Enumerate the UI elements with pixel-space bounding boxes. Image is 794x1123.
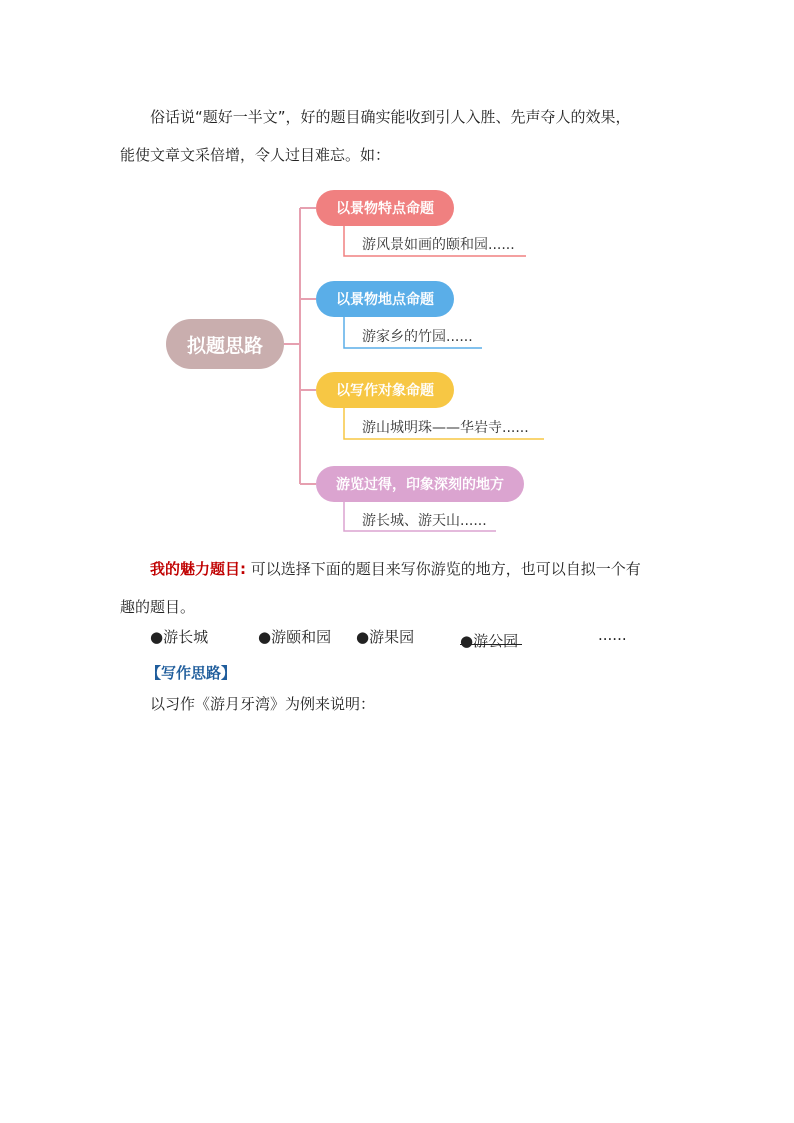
mind-map xyxy=(160,186,560,536)
charm-text-2: 趣的题目。 xyxy=(120,598,196,616)
topic-list xyxy=(150,622,650,652)
leaf-impression-example: 游长城、游天山...... xyxy=(362,513,487,529)
leaf-object-example: 游山城明珠——华岩寺...... xyxy=(362,420,529,436)
intro-line-2: 能使文章文采倍增，令人过目难忘。如： xyxy=(120,146,391,164)
branch-impression: 游览过得，印象深刻的地方 xyxy=(316,466,524,502)
topic-item: ●游果园 xyxy=(356,628,415,646)
intro-line-1: 俗话说“题好一半文”，好的题目确实能收到引人入胜、先声夺人的效果， xyxy=(150,108,631,126)
mind-map-root: 拟题思路 xyxy=(166,319,284,369)
charm-paragraph xyxy=(120,550,680,626)
charm-label: 我的魅力题目: xyxy=(150,560,246,578)
branch-object: 以写作对象命题 xyxy=(316,372,454,408)
branch-feature: 以景物特点命题 xyxy=(316,190,454,226)
branch-location: 以景物地点命题 xyxy=(316,281,454,317)
charm-text-1: 可以选择下面的题目来写你游览的地方，也可以自拟一个有 xyxy=(246,560,641,578)
fill-in-blank[interactable] xyxy=(460,630,522,645)
leaf-feature-example: 游风景如画的颐和园...... xyxy=(362,237,515,253)
section-title: 【写作思路】 xyxy=(146,664,237,682)
topic-item: ●游长城 xyxy=(150,628,209,646)
topic-ellipsis: ...... xyxy=(598,626,627,644)
topic-item: ●游颐和园 xyxy=(258,628,332,646)
example-line: 以习作《游月牙湾》为例来说明： xyxy=(150,695,376,713)
topic-item: ●游公园 xyxy=(460,632,519,650)
leaf-location-example: 游家乡的竹园...... xyxy=(362,329,473,345)
intro-paragraph xyxy=(120,98,680,174)
